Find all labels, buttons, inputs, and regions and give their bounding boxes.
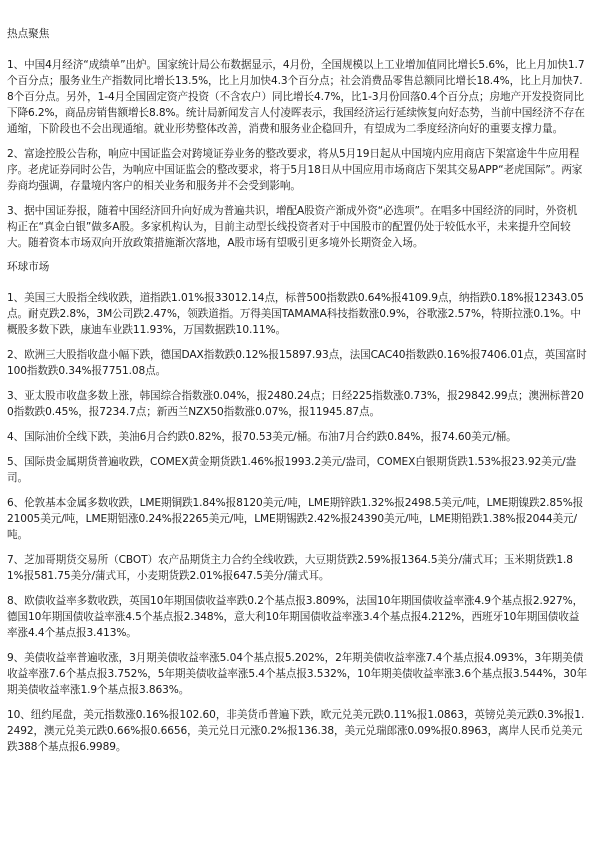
global-market-item-7: 7、芝加哥期货交易所（CBOT）农产品期货主力合约全线收跌，大豆期货跌2.59%报1364.5美分/蒲式耳；玉米期货跌1.81%报581.75美分/蒲式耳，小麦期货跌2.01%报647.5美分/蒲式耳。 (7, 554, 573, 582)
global-market-item-8: 8、欧债收益率多数收跌，英国10年期国债收益率跌0.2个基点报3.809%，法国10年期国债收益率涨4.9个基点报2.927%，德国10年期国债收益率涨4.5个基点报2.348%，意大利10年期国债收益率涨3.4个基点报4.212%，西班牙10年期国债收益率涨4.4个基点报3.413%。 (7, 595, 584, 639)
global-market-item-1: 1、美国三大股指全线收跌，道指跌1.01%报33012.14点，标普500指数跌0.64%报4109.9点，纳指跌0.18%报12343.05点。耐克跌2.8%，3M公司跌2.47%，领跌道指。万得美国TAMAMA科技指数涨0.9%，谷歌涨2.57%，特斯拉涨0.1%。中概股多数下跌，康迪车业跌11.93%，万国数据跌10.11%。 (7, 292, 584, 336)
hot-topic-item-1: 1、中国4月经济“成绩单”出炉。国家统计局公布数据显示，4月份，全国规模以上工业增加值同比增长5.6%，比上月加快1.7个百分点；服务业生产指数同比增长13.5%，比上月加快4.3个百分点；社会消费品零售总额同比增长18.4%，比上月加快7.8个百分点。另外，1-4月全国固定资产投资（不含农户）同比增长4.7%，比1-3月份回落0.4个百分点；房地产开发投资同比下降6.2%，商品房销售额增长8.8%。统计局新闻发言人付凌晖表示，我国经济运行延续恢复向好态势，当前中国经济不存在通缩，下阶段也不会出现通缩。就业形势整体改善，消费和服务业企稳回升，有望成为二季度经济向好的重要支撑力量。 (7, 59, 585, 135)
global-market-item-10: 10、纽约尾盘，美元指数涨0.16%报102.60，非美货币普遍下跌，欧元兑美元跌0.11%报1.0863，英镑兑美元跌0.3%报1.2492，澳元兑美元跌0.66%报0.6656，美元兑日元涨0.2%报136.38，美元兑瑞郎涨0.09%报0.8963，离岸人民币兑美元跌388个基点报6.9989。 (7, 709, 585, 753)
global-market-item-6: 6、伦敦基本金属多数收跌，LME期铜跌1.84%报8120美元/吨，LME期锌跌1.32%报2498.5美元/吨，LME期镍跌2.85%报21005美元/吨，LME期铝涨0.24%报2265美元/吨，LME期锡跌2.42%报24390美元/吨，LME期铅跌1.38%报2044美元/吨。 (7, 497, 584, 541)
global-market-item-2: 2、欧洲三大股指收盘小幅下跌，德国DAX指数跌0.12%报15897.93点，法国CAC40指数跌0.16%报7406.01点，英国富时100指数跌0.34%报7751.08点。 (7, 349, 587, 377)
global-market-item-5: 5、国际贵金属期货普遍收跌，COMEX黄金期货跌1.46%报1993.2美元/盎司，COMEX白银期货跌1.53%报23.92美元/盎司。 (7, 456, 577, 484)
global-market-item-3: 3、亚太股市收盘多数上涨，韩国综合指数涨0.04%，报2480.24点；日经225指数涨0.73%，报29842.99点；澳洲标普200指数跌0.45%，报7234.7点；新西兰NZX50指数涨0.07%，报11945.87点。 (7, 390, 584, 418)
hot-topics-list (7, 57, 587, 251)
hot-topic-item-3: 3、据中国证券报，随着中国经济回升向好成为普遍共识，增配A股资产渐成外资“必选项”。在唱多中国经济的同时，外资机构正在“真金白银”做多A股。多家机构认为，目前主动型长线投资者对于中国股市的配置仍处于较低水平，未来提升空间较大。随着资本市场双向开放政策措施渐次落地，A股市场有望吸引更多境外长期资金入场。 (7, 205, 578, 249)
global-market-item-9: 9、美债收益率普遍收涨，3月期美债收益率涨5.04个基点报5.202%，2年期美债收益率涨7.4个基点报4.093%，3年期美债收益率涨7.6个基点报3.752%，5年期美债收益率涨5.4个基点报3.532%，10年期美债收益率涨3.6个基点报3.544%，30年期美债收益率涨1.9个基点报3.863%。 (7, 652, 587, 696)
global-market-item-4: 4、国际油价全线下跌，美油6月合约跌0.82%，报70.53美元/桶。布油7月合约跌0.84%，报74.60美元/桶。 (7, 431, 517, 443)
global-markets-heading: 环球市场 (7, 261, 50, 273)
hot-topic-item-2: 2、富途控股公告称，响应中国证监会对跨境证券业务的整改要求，将从5月19日起从中国境内应用商店下架富途牛牛应用程序。老虎证券同时公告，为响应中国证监会的整改要求，将于5月18日从中国应用市场商店下架其交易APP“老虎国际”。两家券商均强调，存量境内客户的相关业务和服务并不会受到影响。 (7, 148, 583, 192)
global-markets-list (7, 290, 587, 755)
hot-topics-heading: 热点聚焦 (7, 28, 50, 40)
